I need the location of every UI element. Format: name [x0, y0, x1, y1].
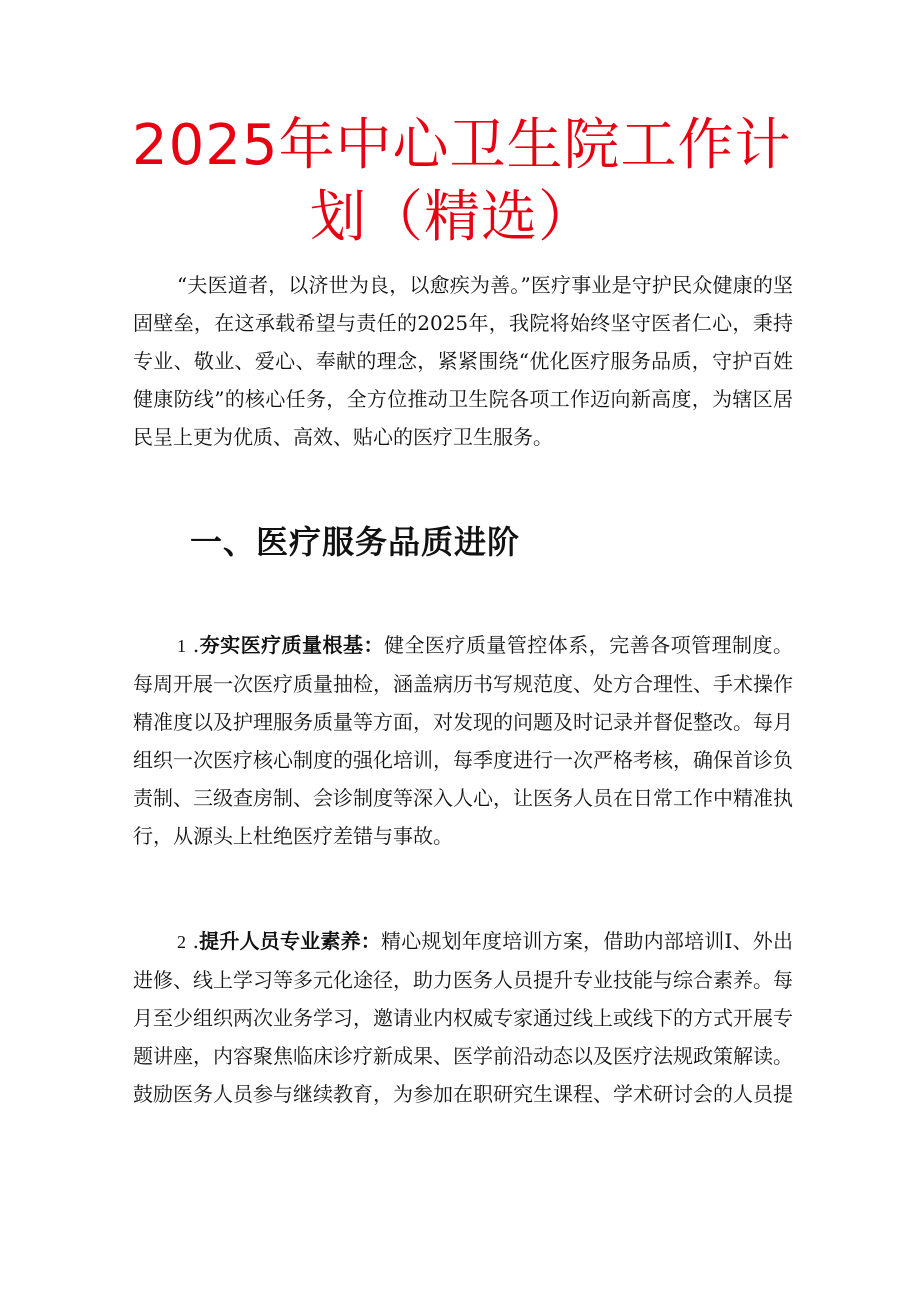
title-line-2: 划（精选）	[310, 185, 595, 250]
section-heading: 一、医疗服务品质进阶	[190, 523, 521, 561]
item-number: 2	[177, 932, 186, 952]
item-separator: .	[186, 633, 200, 657]
item-lead: 提升人员专业素养：	[198, 929, 381, 953]
item-text: 精心规划年度培训方案，借助内部培训I、外出进修、线上学习等多元化途径，助力医务人员提升专业技能与综合素养。每月至少组织两次业务学习，邀请业内权威专家通过线上或线下的方式开展专题讲座，内容聚焦临床诊疗新成果、医学前沿动态以及医疗法规政策解读。鼓励医务人员参与继续教育，为参加在职研究生课程、学术研讨会的人员提	[133, 929, 793, 1106]
item-paragraph-2	[133, 922, 793, 1113]
item-paragraph-1	[133, 626, 793, 855]
document-title	[120, 110, 800, 254]
item-separator: .	[186, 929, 199, 953]
item-number: 1	[177, 636, 186, 656]
item-text: 健全医疗质量管控体系，完善各项管理制度。每周开展一次医疗质量抽检，涵盖病历书写规范度、处方合理性、手术操作精准度以及护理服务质量等方面，对发现的问题及时记录并督促整改。每月组织一次医疗核心制度的强化培训，每季度进行一次严格考核，确保首诊负责制、三级查房制、会诊制度等深入人心，让医务人员在日常工作中精准执行，从源头上杜绝医疗差错与事故。	[133, 633, 794, 848]
item-lead: 夯实医疗质量根基：	[199, 633, 384, 657]
intro-paragraph: “夫医道者，以济世为良，以愈疾为善。”医疗事业是守护民众健康的坚固壁垒，在这承载希望与责任的2025年，我院将始终坚守医者仁心，秉持专业、敬业、爱心、奉献的理念，紧紧围绕“优化医疗服务品质，守护百姓健康防线”的核心任务，全方位推动卫生院各项工作迈向新高度，为辖区居民呈上更为优质、高效、贴心的医疗卫生服务。	[133, 273, 793, 449]
title-line-1: 2025年中心卫生院工作计	[132, 113, 792, 178]
